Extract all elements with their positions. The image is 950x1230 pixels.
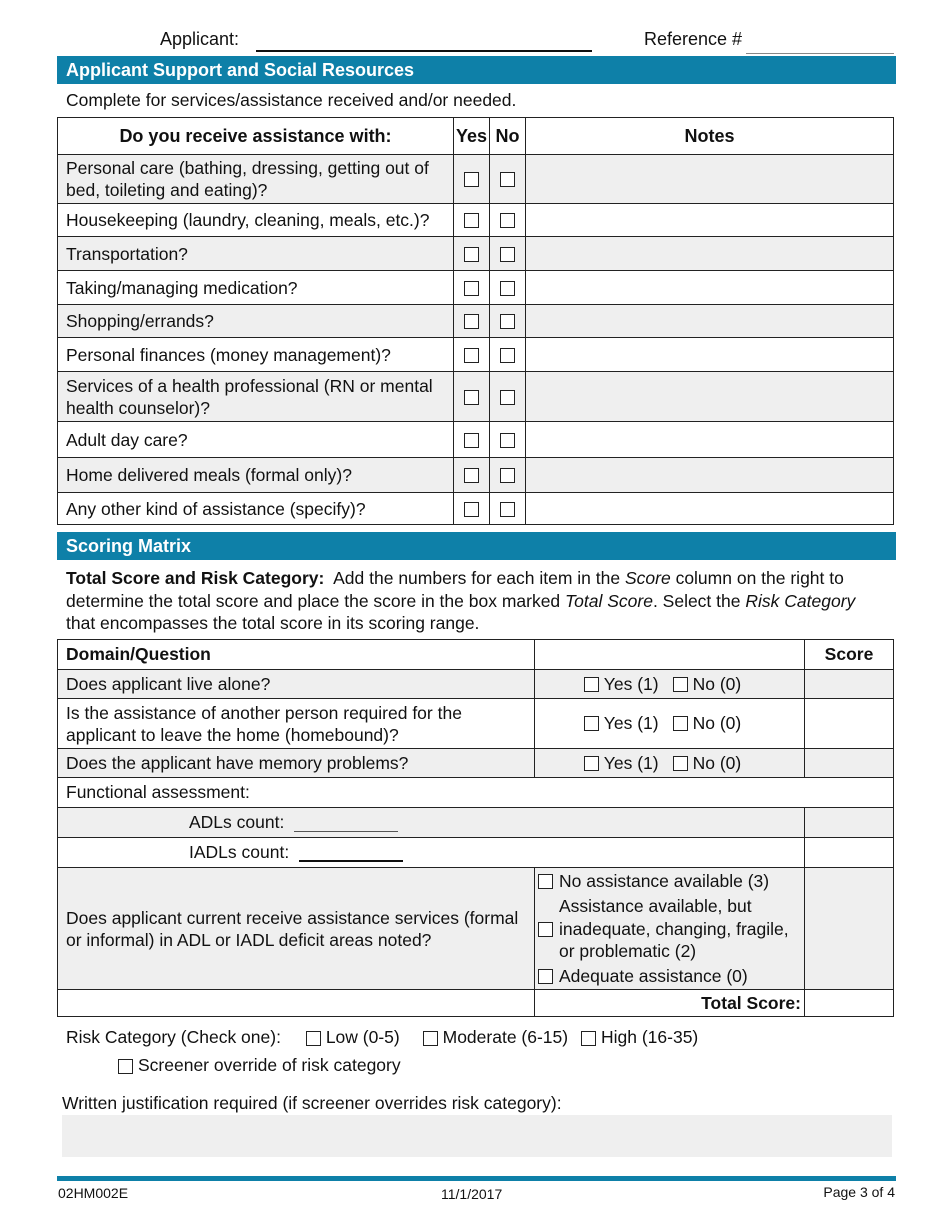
risk-low-checkbox[interactable] — [306, 1031, 321, 1046]
form-date: 11/1/2017 — [441, 1186, 503, 1202]
scoring-intro-risk: Risk Category — [745, 590, 856, 611]
option-inadequate-assistance: Assistance available, but inadequate, changing, fragile, or problematic (2) — [559, 896, 789, 962]
question-assistance-services: Does applicant current receive assistance services (formal or informal) in ADL or IADL deficit areas noted? — [58, 868, 535, 990]
table-row — [58, 422, 894, 458]
no-label: No (0) — [692, 673, 742, 694]
no-checkbox[interactable] — [500, 172, 515, 187]
notes-field[interactable] — [526, 422, 894, 458]
justification-field[interactable] — [62, 1115, 892, 1157]
table-row — [58, 155, 894, 204]
reference-number-field[interactable] — [746, 52, 894, 54]
risk-high-label: High (16-35) — [600, 1027, 699, 1047]
row-question: Home delivered meals (formal only)? — [58, 458, 454, 493]
notes-field[interactable] — [526, 493, 894, 525]
yes-checkbox[interactable] — [464, 433, 479, 448]
no-checkbox[interactable] — [500, 348, 515, 363]
row-question: Housekeeping (laundry, cleaning, meals, etc.)? — [58, 204, 454, 237]
yes-label: Yes (1) — [603, 673, 659, 694]
yes-checkbox[interactable] — [464, 247, 479, 262]
no-checkbox[interactable] — [673, 756, 688, 771]
reference-label: Reference # — [644, 29, 743, 49]
adls-count-field[interactable] — [294, 815, 398, 832]
notes-field[interactable] — [526, 155, 894, 204]
yes-checkbox[interactable] — [464, 390, 479, 405]
yes-checkbox[interactable] — [584, 716, 599, 731]
table-row — [58, 305, 894, 338]
row-question: Personal finances (money management)? — [58, 338, 454, 372]
scoring-intro-score: Score — [624, 568, 671, 588]
table-row — [58, 372, 894, 422]
risk-moderate-checkbox[interactable] — [423, 1031, 438, 1046]
inadequate-assistance-checkbox[interactable] — [538, 922, 553, 937]
table-row — [58, 749, 894, 778]
scoring-table — [57, 639, 894, 1017]
table-row — [58, 838, 894, 868]
table-row — [58, 338, 894, 372]
no-checkbox[interactable] — [500, 281, 515, 296]
score-field[interactable] — [805, 868, 894, 990]
row-question: Transportation? — [58, 237, 454, 271]
no-assistance-checkbox[interactable] — [538, 874, 553, 889]
functional-assessment-label: Functional assessment: — [58, 778, 894, 808]
table-row — [58, 670, 894, 699]
total-score-field[interactable] — [805, 990, 894, 1017]
yes-checkbox[interactable] — [464, 348, 479, 363]
row-question: Shopping/errands? — [58, 305, 454, 338]
support-table — [57, 117, 894, 525]
yes-label: Yes (1) — [603, 752, 659, 773]
yes-checkbox[interactable] — [464, 502, 479, 517]
risk-moderate-label: Moderate (6-15) — [442, 1027, 569, 1047]
table-row — [58, 458, 894, 493]
yes-checkbox[interactable] — [584, 677, 599, 692]
row-question: Adult day care? — [58, 422, 454, 458]
table-row — [58, 868, 894, 990]
no-checkbox[interactable] — [500, 390, 515, 405]
score-field[interactable] — [805, 699, 894, 749]
no-checkbox[interactable] — [500, 213, 515, 228]
no-checkbox[interactable] — [500, 502, 515, 517]
support-section-title: Applicant Support and Social Resources — [57, 56, 896, 84]
yes-checkbox[interactable] — [584, 756, 599, 771]
no-checkbox[interactable] — [500, 314, 515, 329]
table-row — [58, 271, 894, 305]
scoring-section-title: Scoring Matrix — [57, 532, 896, 560]
score-field[interactable] — [805, 838, 894, 868]
scoring-intro-text: that encompasses the total score in its scoring range. — [66, 613, 480, 633]
yes-label: Yes (1) — [603, 713, 659, 734]
col-no: No — [490, 118, 526, 155]
no-checkbox[interactable] — [500, 247, 515, 262]
adls-label: ADLs count: — [189, 812, 285, 832]
notes-field[interactable] — [526, 237, 894, 271]
col-score: Score — [805, 640, 894, 670]
override-label: Screener override of risk category — [138, 1055, 401, 1075]
scoring-header-row — [58, 640, 894, 670]
notes-field[interactable] — [526, 458, 894, 493]
total-score-label: Total Score: — [535, 990, 805, 1017]
table-row — [58, 204, 894, 237]
row-question: Personal care (bathing, dressing, getting out of bed, toileting and eating)? — [58, 155, 454, 204]
notes-field[interactable] — [526, 338, 894, 372]
no-checkbox[interactable] — [500, 433, 515, 448]
risk-low-label: Low (0-5) — [325, 1027, 400, 1047]
override-checkbox[interactable] — [118, 1059, 133, 1074]
yes-checkbox[interactable] — [464, 172, 479, 187]
score-field[interactable] — [805, 808, 894, 838]
scoring-intro-text: Add the numbers for each item in the — [333, 568, 621, 588]
scoring-intro-total: Total Score — [565, 590, 653, 611]
risk-category-row — [66, 1027, 698, 1048]
risk-category-label: Risk Category (Check one): — [66, 1027, 281, 1047]
risk-high-checkbox[interactable] — [581, 1031, 596, 1046]
notes-field[interactable] — [526, 271, 894, 305]
footer-rule — [57, 1176, 896, 1181]
page-number: Page 3 of 4 — [823, 1184, 895, 1200]
scoring-intro-bold: Total Score and Risk Category: — [66, 568, 325, 588]
justification-label: Written justification required (if screener overrides risk category): — [62, 1093, 562, 1113]
adequate-assistance-checkbox[interactable] — [538, 969, 553, 984]
applicant-label: Applicant: — [160, 29, 240, 49]
yes-checkbox[interactable] — [464, 281, 479, 296]
total-score-row — [58, 990, 894, 1017]
col-yes: Yes — [454, 118, 490, 155]
notes-field[interactable] — [526, 372, 894, 422]
row-question: Services of a health professional (RN or mental health counselor)? — [58, 372, 454, 422]
table-row — [58, 493, 894, 525]
notes-field[interactable] — [526, 204, 894, 237]
yes-checkbox[interactable] — [464, 213, 479, 228]
iadls-count-field[interactable] — [299, 844, 403, 862]
scoring-intro-text: . Select the — [652, 590, 741, 611]
support-table-header — [58, 118, 894, 155]
score-field[interactable] — [805, 670, 894, 699]
score-field[interactable] — [805, 749, 894, 778]
question-homebound: Is the assistance of another person required for the applicant to leave the home (homebound)? — [58, 699, 535, 749]
yes-checkbox[interactable] — [464, 314, 479, 329]
option-no-assistance: No assistance available (3) — [559, 870, 770, 891]
scoring-intro-text: column on the right to determine the total score and place the score in the box marked — [66, 568, 844, 611]
yes-checkbox[interactable] — [464, 468, 479, 483]
table-row — [58, 237, 894, 271]
no-checkbox[interactable] — [673, 716, 688, 731]
col-notes: Notes — [526, 118, 894, 155]
support-instructions: Complete for services/assistance received and/or needed. — [66, 90, 517, 110]
question-memory: Does the applicant have memory problems? — [58, 749, 535, 778]
no-label: No (0) — [692, 713, 742, 734]
row-question: Any other kind of assistance (specify)? — [58, 493, 454, 525]
table-row — [58, 778, 894, 808]
notes-field[interactable] — [526, 305, 894, 338]
col-domain: Domain/Question — [58, 640, 535, 670]
question-live-alone: Does applicant live alone? — [58, 670, 535, 699]
form-id: 02HM002E — [58, 1185, 129, 1201]
override-row — [118, 1055, 401, 1076]
applicant-name-field[interactable] — [256, 48, 592, 52]
scoring-intro — [66, 567, 886, 635]
iadls-label: IADLs count: — [189, 842, 290, 862]
no-checkbox[interactable] — [673, 677, 688, 692]
no-label: No (0) — [692, 752, 742, 773]
col-assistance: Do you receive assistance with: — [58, 118, 454, 155]
no-checkbox[interactable] — [500, 468, 515, 483]
row-question: Taking/managing medication? — [58, 271, 454, 305]
table-row — [58, 808, 894, 838]
table-row — [58, 699, 894, 749]
option-adequate-assistance: Adequate assistance (0) — [559, 965, 748, 986]
